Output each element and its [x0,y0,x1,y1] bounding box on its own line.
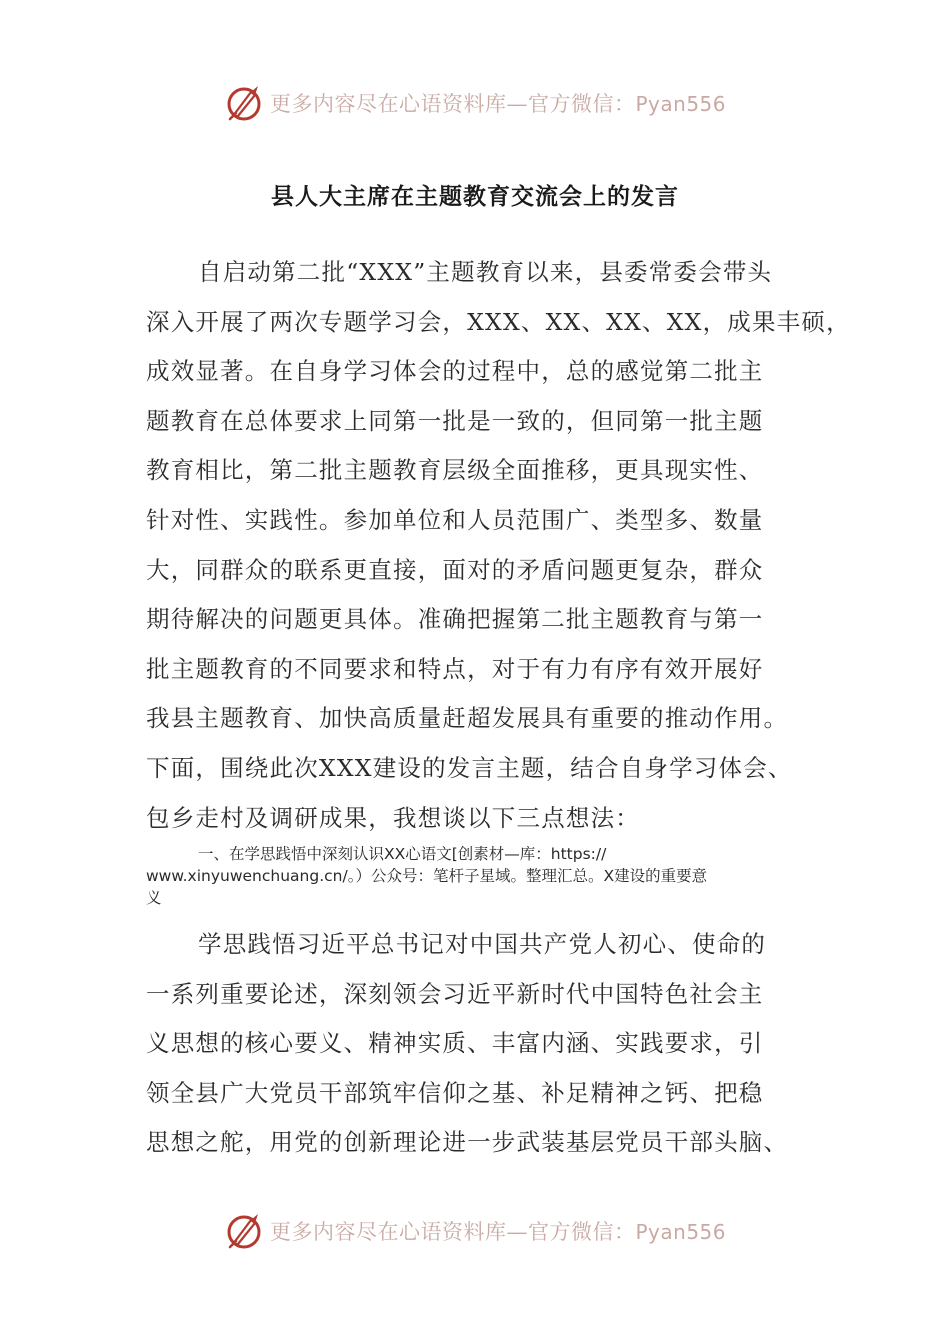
paragraph-line: 下面，围绕此次XXX建设的发言主题，结合自身学习体会、 [146,753,793,782]
paragraph-line: 领全县广大党员干部筑牢信仰之基、补足精神之钙、把稳 [146,1078,764,1107]
paragraph-intro [146,248,851,843]
quill-pen-logo-icon [224,1211,264,1251]
paragraph-line: 学思践悟习近平总书记对中国共产党人初心、使命的 [198,930,767,958]
heading-line: 一、在学思践悟中深刻认识XX心语文[创素材—库：https:// [198,845,607,863]
paragraph-line: 题教育在总体要求上同第一批是一致的，但同第一批主题 [146,406,764,435]
wechat-id: Pyan556 [635,92,726,116]
footer-banner [0,1206,950,1256]
wechat-id: Pyan556 [635,1220,726,1244]
paragraph-line: 批主题教育的不同要求和特点，对于有力有序有效开展好 [146,654,764,683]
paragraph-line: 期待解决的问题更具体。准确把握第二批主题教育与第一 [146,605,764,634]
paragraph-line: 大，同群众的联系更直接，面对的矛盾问题更复杂，群众 [146,555,764,584]
quill-pen-logo-icon [224,83,264,123]
section-heading-1 [146,843,826,909]
banner-text: 更多内容尽在心语资料库—官方微信：Pyan556 [269,1220,726,1244]
paragraph-line: 我县主题教育、加快高质量赶超发展具有重要的推动作用。 [146,704,789,733]
paragraph-line: 一系列重要论述，深刻领会习近平新时代中国特色社会主 [146,979,764,1008]
heading-line: 义 [146,889,162,907]
paragraph-section-1 [146,920,826,1168]
paragraph-line: 自启动第二批“XXX”主题教育以来，县委常委会带头 [198,258,773,286]
paragraph-line: 包乡走村及调研成果，我想谈以下三点想法： [146,803,640,832]
document-title: 县人大主席在主题教育交流会上的发言 [271,184,679,210]
header-banner [0,78,950,128]
paragraph-line: 成效显著。在自身学习体会的过程中，总的感觉第二批主 [146,357,764,386]
paragraph-line: 思想之舵，用党的创新理论进一步武装基层党员干部头脑、 [146,1128,789,1157]
paragraph-line: 针对性、实践性。参加单位和人员范围广、类型多、数量 [146,505,764,534]
paragraph-line: 义思想的核心要义、精神实质、丰富内涵、实践要求，引 [146,1029,764,1058]
banner-text: 更多内容尽在心语资料库—官方微信：Pyan556 [269,92,726,116]
paragraph-line: 教育相比，第二批主题教育层级全面推移，更具现实性、 [146,456,764,485]
paragraph-line: 深入开展了两次专题学习会，XXX、XX、XX、XX，成果丰硕， [146,307,851,336]
heading-line: www.xinyuwenchuang.cn/。）公众号：笔杆子星域。整理汇总。X建设的重要意 [146,867,708,885]
